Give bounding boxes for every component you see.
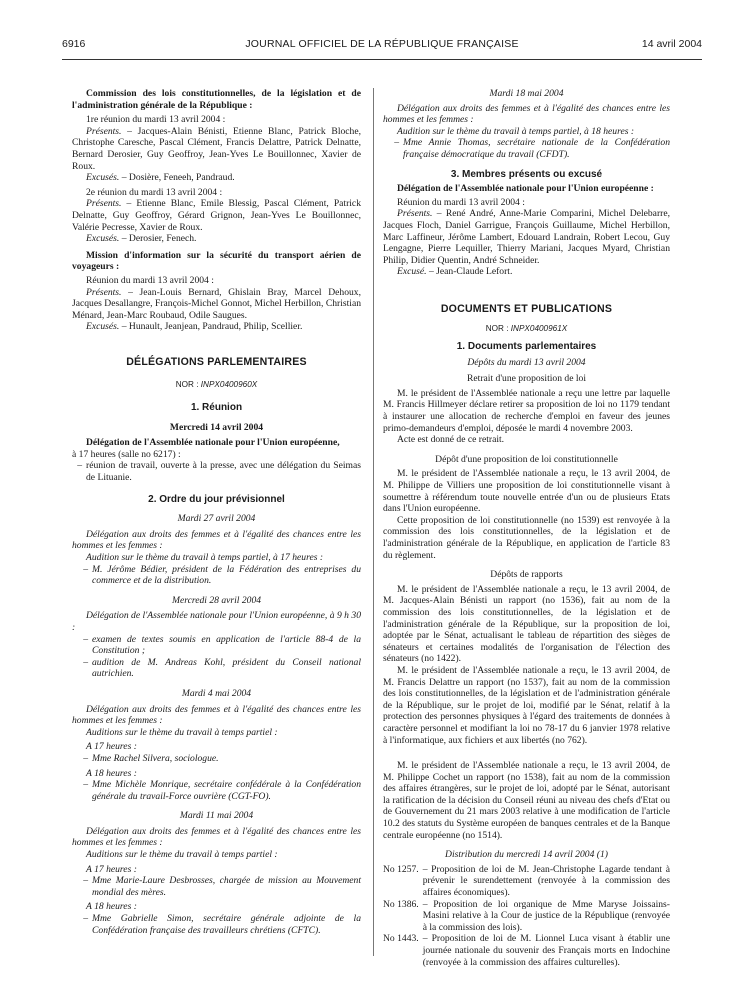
column-divider <box>373 88 374 956</box>
list-item: – Mme Rachel Silvera, sociologue. <box>83 752 219 764</box>
agenda-date-2: Mercredi 28 avril 2004 <box>171 594 262 606</box>
rapports-paragraph-2: M. le président de l'Assemblée nationale a reçu, le 13 avril 2004, de M. Francis Delattre un rapport (no 1537), fait au nom de la commission des lois constitutionnelles, de la législation et de l'administration générale de la République, sur le projet de loi, modifié par le Sénat, relatif à la protection des personnes physiques à l'égard des traitements de données à caractère personnel et modifiant la loi no 78-17 du 6 janvier 1978 relative à l'informatique, aux fichiers et aux libertés (no 762). <box>383 664 670 746</box>
meeting-2-presents: Présents. – Etienne Blanc, Emile Blessig, Pascal Clément, Patrick Delnatte, Guy Geoffroy, Gérard Grignon, Jean-Yves Le Bouillonnec, Valérie Pecresse, Xavier de Roux. <box>72 198 361 233</box>
section-3-excuse: Excusé. – Jean-Claude Lefort. <box>397 266 513 278</box>
list-item: – M. Jérôme Bédier, président de la Fédération des entreprises du commerce et de la distribution. <box>83 563 361 587</box>
section-3-presents: Présents. – René André, Anne-Marie Comparini, Michel Delebarre, Jacques Floch, Daniel Garrigue, François Guillaume, Michel Herbillon, Marc Laffineur, Jérôme Lambert, Edouard Landrain, Robert Lecou, Guy Lengagne, Pierre Lequiller, Thierry Mariani, Jacques Myard, Christian Philip, Didier Quentin, André Schneider. <box>383 208 670 266</box>
left-column <box>72 88 361 936</box>
nor-reference-2: NOR : INPX0400961X <box>485 323 568 333</box>
agenda-1-delegation: Délégation aux droits des femmes et à l'égalité des chances entre les hommes et les femmes : <box>72 528 361 552</box>
agenda-3-time-2: A 18 heures : <box>86 767 137 779</box>
meeting-3-presents: Présents. – Jean-Louis Bernard, Ghislain Bray, Marcel Dehoux, Jacques Desallangre, François-Michel Gonnot, Michel Herbillon, Christian Ménard, Jean-Marc Roubaud, Odile Saugues. <box>72 286 361 321</box>
documents-date: Dépôts du mardi 13 avril 2004 <box>467 356 586 368</box>
meeting-3-excuses: Excusés. – Hunault, Jeanjean, Pandraud, Philip, Scellier. <box>86 321 303 333</box>
meeting-2-title: 2e réunion du mardi 13 avril 2004 : <box>86 186 223 198</box>
section-3-meeting: Réunion du mardi 13 avril 2004 : <box>397 196 525 208</box>
right-column <box>383 88 670 968</box>
depot-pl-heading: Dépôt d'une proposition de loi constitutionnelle <box>435 453 618 465</box>
section-1-time: à 17 heures (salle no 6217) : <box>72 448 181 460</box>
rapports-heading: Dépôts de rapports <box>490 569 563 581</box>
section-2-title: 2. Ordre du jour prévisionnel <box>148 493 285 505</box>
agenda-4-delegation: Délégation aux droits des femmes et à l'égalité des chances entre les hommes et les femmes : <box>72 825 361 849</box>
commission-title: Commission des lois constitutionnelles, de la législation et de l'administration générale de la République : <box>72 88 361 111</box>
distribution-heading: Distribution du mercredi 14 avril 2004 (1) <box>445 849 608 861</box>
nor-reference-1: NOR : INPX0400960X <box>175 380 258 390</box>
agenda-4-audition: Auditions sur le thème du travail à temps partiel : <box>86 849 278 861</box>
agenda-5-audition: Audition sur le thème du travail à temps partiel, à 18 heures : <box>397 125 635 137</box>
meeting-1-title: 1re réunion du mardi 13 avril 2004 : <box>86 114 226 126</box>
agenda-4-time-2: A 18 heures : <box>86 901 137 913</box>
agenda-date-5: Mardi 18 mai 2004 <box>489 88 564 99</box>
retrait-heading: Retrait d'une proposition de loi <box>467 373 586 385</box>
list-item: – examen de textes soumis en application de l'article 88-4 de la Constitution ; <box>83 633 361 657</box>
list-item: – Mme Gabrielle Simon, secrétaire générale adjointe de la Confédération française des travailleurs chrétiens (CFTC). <box>83 913 361 936</box>
agenda-1-audition: Audition sur le thème du travail à temps partiel, à 17 heures : <box>86 552 324 563</box>
depot-pl-paragraph-1: M. le président de l'Assemblée nationale a reçu, le 13 avril 2004, de M. Philippe de Villiers une proposition de loi constitutionnelle visant à soumettre à référendum toute nouvelle entrée d'un ou de plusieurs Etats dans l'Union européenne. <box>383 468 670 515</box>
list-item: – Mme Michèle Monrique, secrétaire confédérale à la Confédération générale du travail-Force ouvrière (CGT-FO). <box>83 779 361 802</box>
list-item: No 1257. – Proposition de loi de M. Jean-Christophe Lagarde tendant à prévenir le surendettement (renvoyée à la commission des affaires économiques). <box>383 863 670 899</box>
depot-pl-paragraph-2: Cette proposition de loi constitutionnelle (no 1539) est renvoyée à la commission des lois constitutionnelles, de la législation et de l'administration générale de la République, en application de l'article 83 du règlement. <box>383 514 670 561</box>
agenda-5-delegation: Délégation aux droits des femmes et à l'égalité des chances entre les hommes et les femmes : <box>383 102 670 126</box>
list-item: No 1386. – Proposition de loi organique de Mme Maryse Joissains-Masini relative à la Cour de justice de la République (renvoyée à la commission des lois). <box>383 898 670 933</box>
rapports-paragraph-3: M. le président de l'Assemblée nationale a reçu, le 13 avril 2004, de M. Philippe Cochet un rapport (no 1538), fait au nom de la commission des affaires étrangères, sur le projet de loi, adopté par le Sénat, autorisant la ratification de la décision du Conseil réuni au niveau des chefs d'Etat ou de Gouvernement du 21 mars 2003 relative à une modification de l'article 10.2 des statuts du Système européen de banques centrales et de la Banque centrale européenne (no 1514). <box>383 760 670 841</box>
journal-title: JOURNAL OFFICIEL DE LA RÉPUBLIQUE FRANÇAISE <box>245 38 519 50</box>
rapports-paragraph-1: M. le président de l'Assemblée nationale a reçu, le 13 avril 2004, de M. Jacques-Alain Bénisti un rapport (no 1536), fait au nom de la commission des lois constitutionnelles, de la législation et de l'administration générale de la République, sur la proposition de loi, adoptée par le Sénat, actualisant le tableau de répartition des sièges de sénateurs et certaines modalités de l'organisation de l'élection des sénateurs (no 1422). <box>383 583 670 665</box>
agenda-4-time-1: A 17 heures : <box>86 863 137 875</box>
section-1-title: 1. Réunion <box>190 402 243 414</box>
page-header <box>62 38 702 54</box>
page-number: 6916 <box>62 38 86 50</box>
header-rule <box>62 59 702 60</box>
meeting-2-excuses: Excusés. – Derosier, Fenech. <box>86 233 197 245</box>
list-item: – réunion de travail, ouverte à la presse, avec une délégation du Seimas de Lituanie. <box>77 460 361 484</box>
list-item: No 1443. – Proposition de loi de M. Lionnel Luca visant à établir une journée nationale du souvenir des Français morts en Indochine (renvoyée à la commission des affaires culturelles). <box>383 933 670 968</box>
list-item: – Mme Annie Thomas, secrétaire nationale de la Confédération française démocratique du travail (CFDT). <box>394 137 670 160</box>
meeting-1-presents: Présents. – Jacques-Alain Bénisti, Etienne Blanc, Patrick Bloche, Christophe Caresche, Pascal Clément, Francis Delattre, Patrick Delnatte, Bernard Derosier, Guy Geoffroy, Jean-Yves Le Bouillonnec, Xavier de Roux. <box>72 125 361 172</box>
list-item: – audition de M. Andreas Kohl, président du Conseil national autrichien. <box>83 656 361 680</box>
retrait-paragraph-2: Acte est donné de ce retrait. <box>397 434 505 446</box>
agenda-2-delegation: Délégation de l'Assemblée nationale pour l'Union européenne, à 9 h 30 : <box>72 610 361 633</box>
retrait-paragraph-1: M. le président de l'Assemblée nationale a reçu une lettre par laquelle M. Francis Hillmeyer déclare retirer sa proposition de loi no 1179 tendant à instaurer une allocation de recherche d'emploi en faveur des jeunes primo-demandeurs d'emploi, déposée le mardi 4 novembre 2003. <box>383 387 670 434</box>
mission-title: Mission d'information sur la sécurité du transport aérien de voyageurs : <box>72 249 361 273</box>
issue-date: 14 avril 2004 <box>641 38 702 50</box>
agenda-date-1: Mardi 27 avril 2004 <box>177 513 256 525</box>
agenda-date-4: Mardi 11 mai 2004 <box>179 810 254 822</box>
agenda-date-3: Mardi 4 mai 2004 <box>181 687 252 699</box>
agenda-3-audition: Auditions sur le thème du travail à temps partiel : <box>86 726 278 738</box>
agenda-3-time-1: A 17 heures : <box>86 741 137 753</box>
section-3-delegation: Délégation de l'Assemblée nationale pour l'Union européenne : <box>397 183 654 195</box>
meeting-1-excuses: Excusés. – Dosière, Feneeh, Pandraud. <box>86 172 235 184</box>
section-3-title: 3. Membres présents ou excusé <box>450 168 603 180</box>
section-1-date: Mercredi 14 avril 2004 <box>169 421 264 433</box>
section-1-delegation: Délégation de l'Assemblée nationale pour l'Union européenne, <box>86 437 340 449</box>
delegations-heading: DÉLÉGATIONS PARLEMENTAIRES <box>126 355 307 368</box>
meeting-3-title: Réunion du mardi 13 avril 2004 : <box>86 274 214 286</box>
documents-heading: DOCUMENTS ET PUBLICATIONS <box>440 302 613 315</box>
documents-section-1-title: 1. Documents parlementaires <box>456 341 597 353</box>
list-item: – Mme Marie-Laure Desbrosses, chargée de mission au Mouvement mondial des mères. <box>83 875 361 898</box>
distribution-list <box>383 864 670 968</box>
agenda-3-delegation: Délégation aux droits des femmes et à l'égalité des chances entre les hommes et les femmes : <box>72 703 361 727</box>
